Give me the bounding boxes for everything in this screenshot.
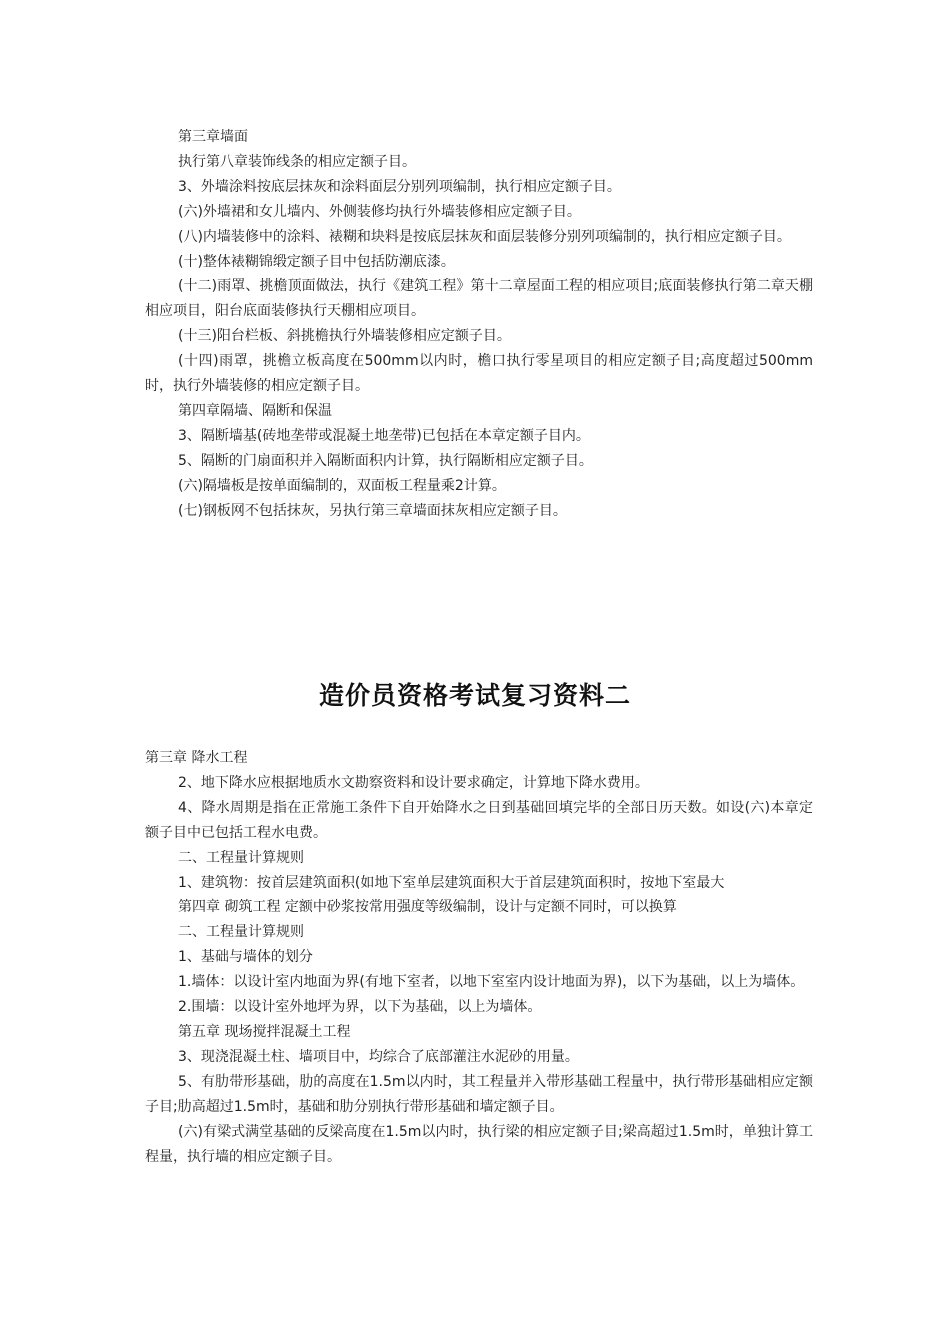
paragraph: 4、降水周期是指在正常施工条件下自开始降水之日到基础回填完毕的全部日历天数。如设(六)本章定额子目中已包括工程水电费。 [145,799,813,841]
paragraph: 第四章隔墙、隔断和保温 [178,402,332,419]
paragraph: (十四)雨罩，挑檐立板高度在500mm以内时，檐口执行零星项目的相应定额子目;高度超过500mm时，执行外墙装修的相应定额子目。 [145,353,813,395]
paragraph: 第五章 现场搅拌混凝土工程 [178,1023,351,1040]
paragraph: (十二)雨罩、挑檐顶面做法，执行《建筑工程》第十二章屋面工程的相应项目;底面装修执行第二章天棚相应项目，阳台底面装修执行天棚相应项目。 [145,278,813,320]
paragraph: 二、工程量计算规则 [178,924,304,941]
paragraph: 第三章墙面 [178,129,248,145]
paragraph: (十)整体裱糊锦缎定额子目中包括防潮底漆。 [178,253,455,270]
paragraph: 1、基础与墙体的划分 [178,949,313,966]
paragraph: 二、工程量计算规则 [178,849,304,866]
paragraph: 2、地下降水应根据地质水文勘察资料和设计要求确定，计算地下降水费用。 [178,774,649,791]
paragraph: 3、外墙涂料按底层抹灰和涂料面层分别列项编制，执行相应定额子目。 [178,178,621,195]
paragraph: 执行第八章装饰线条的相应定额子目。 [178,153,416,170]
section-two [145,746,813,1169]
paragraph: (十三)阳台栏板、斜挑檐执行外墙装修相应定额子目。 [178,328,511,345]
paragraph: (八)内墙装修中的涂料、裱糊和块料是按底层抹灰和面层装修分别列项编制的，执行相应定额子目。 [178,228,791,245]
paragraph: 5、隔断的门扇面积并入隔断面积内计算，执行隔断相应定额子目。 [178,452,593,469]
paragraph: 3、隔断墙基(砖地垄带或混凝土地垄带)已包括在本章定额子目内。 [178,427,590,444]
paragraph: (六)隔墙板是按单面编制的，双面板工程量乘2计算。 [178,477,506,494]
paragraph: 3、现浇混凝土柱、墙项目中，均综合了底部灌注水泥砂的用量。 [178,1048,579,1065]
paragraph: 1、建筑物：按首层建筑面积(如地下室单层建筑面积大于首层建筑面积时，按地下室最大 [178,874,725,891]
paragraph: 第四章 砌筑工程 定额中砂浆按常用强度等级编制，设计与定额不同时，可以换算 [178,899,677,916]
paragraph: 2.围墙：以设计室外地坪为界，以下为基础，以上为墙体。 [178,999,542,1016]
paragraph: 5、有肋带形基础，肋的高度在1.5m以内时，其工程量并入带形基础工程量中，执行带形基础相应定额子目;肋高超过1.5m时，基础和肋分别执行带形基础和墙定额子目。 [145,1073,813,1115]
section-one [145,125,813,524]
document-title: 造价员资格考试复习资料二 [318,681,631,710]
chapter-heading: 第三章 降水工程 [145,750,248,766]
paragraph: (七)钢板网不包括抹灰，另执行第三章墙面抹灰相应定额子目。 [178,502,567,519]
paragraph: 1.墙体：以设计室内地面为界(有地下室者，以地下室室内设计地面为界)，以下为基础，以上为墙体。 [178,974,805,991]
paragraph: (六)有梁式满堂基础的反梁高度在1.5m以内时，执行梁的相应定额子目;梁高超过1.5m时，单独计算工程量，执行墙的相应定额子目。 [145,1123,813,1165]
paragraph: (六)外墙裙和女儿墙内、外侧装修均执行外墙装修相应定额子目。 [178,203,581,220]
